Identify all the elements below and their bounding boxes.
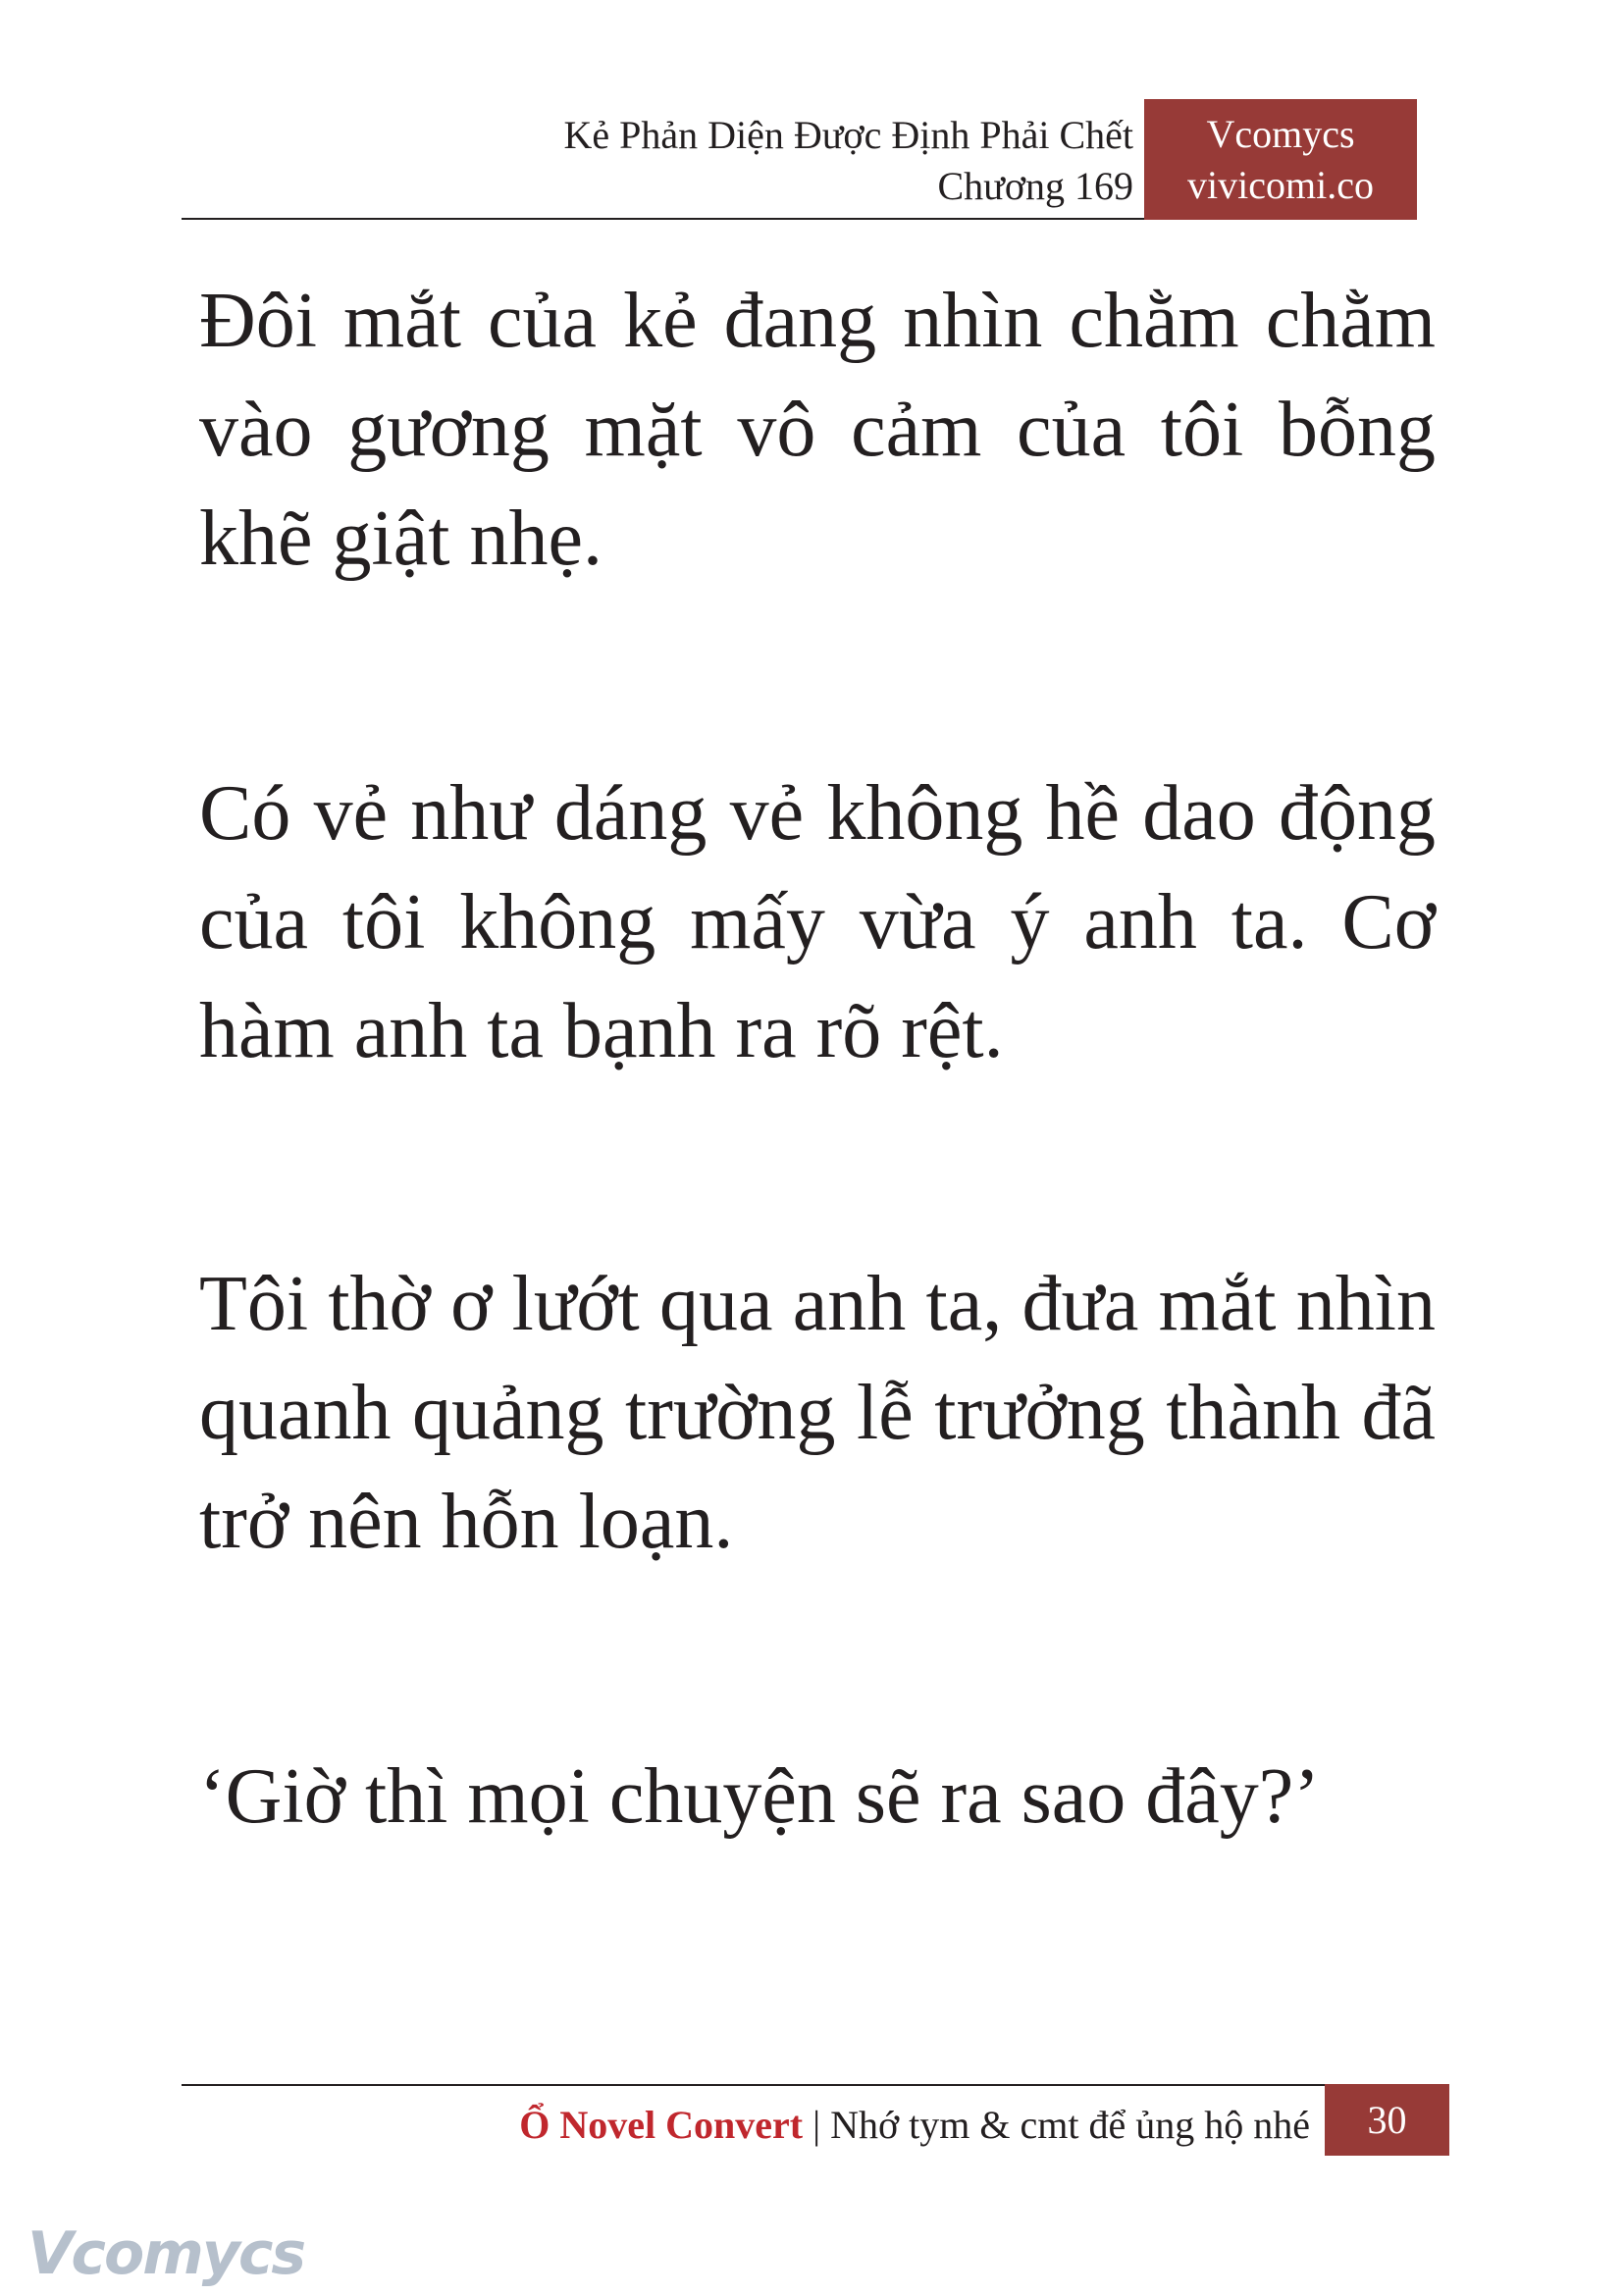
footer-separator: | xyxy=(803,2103,831,2147)
footer-divider xyxy=(182,2084,1325,2086)
footer-brand: Ổ Novel Convert xyxy=(519,2103,804,2147)
paragraph-4: ‘Giờ thì mọi chuyện sẽ ra sao đây?’ xyxy=(199,1753,1320,1840)
watermark-logo: Vcomycs xyxy=(27,2219,305,2288)
footer-slogan: Nhớ tym & cmt để ủng hộ nhé xyxy=(830,2103,1310,2147)
paragraph-1: Đôi mắt của kẻ đang nhìn chằm chằm vào gương mặt vô cảm của tôi bỗng khẽ giật nhẹ. xyxy=(199,278,1436,582)
page-number: 30 xyxy=(1325,2084,1449,2156)
site-badge-url: vivicomi.co xyxy=(1187,163,1374,207)
paragraph-2: Có vẻ như dáng vẻ không hề dao động của tôi không mấy vừa ý anh ta. Cơ hàm anh ta bạnh ra rõ rệt. xyxy=(199,770,1436,1074)
footer-credit xyxy=(519,2100,1310,2151)
book-title: Kẻ Phản Diện Được Định Phải Chết xyxy=(563,113,1133,157)
site-badge-name: Vcomycs xyxy=(1206,112,1355,156)
site-badge xyxy=(1144,99,1417,220)
paragraph-3: Tôi thờ ơ lướt qua anh ta, đưa mắt nhìn quanh quảng trường lễ trưởng thành đã trở nên hỗn loạn. xyxy=(199,1261,1436,1565)
header-title-block xyxy=(563,110,1133,212)
header-divider xyxy=(182,218,1144,220)
chapter-label: Chương 169 xyxy=(937,164,1133,208)
